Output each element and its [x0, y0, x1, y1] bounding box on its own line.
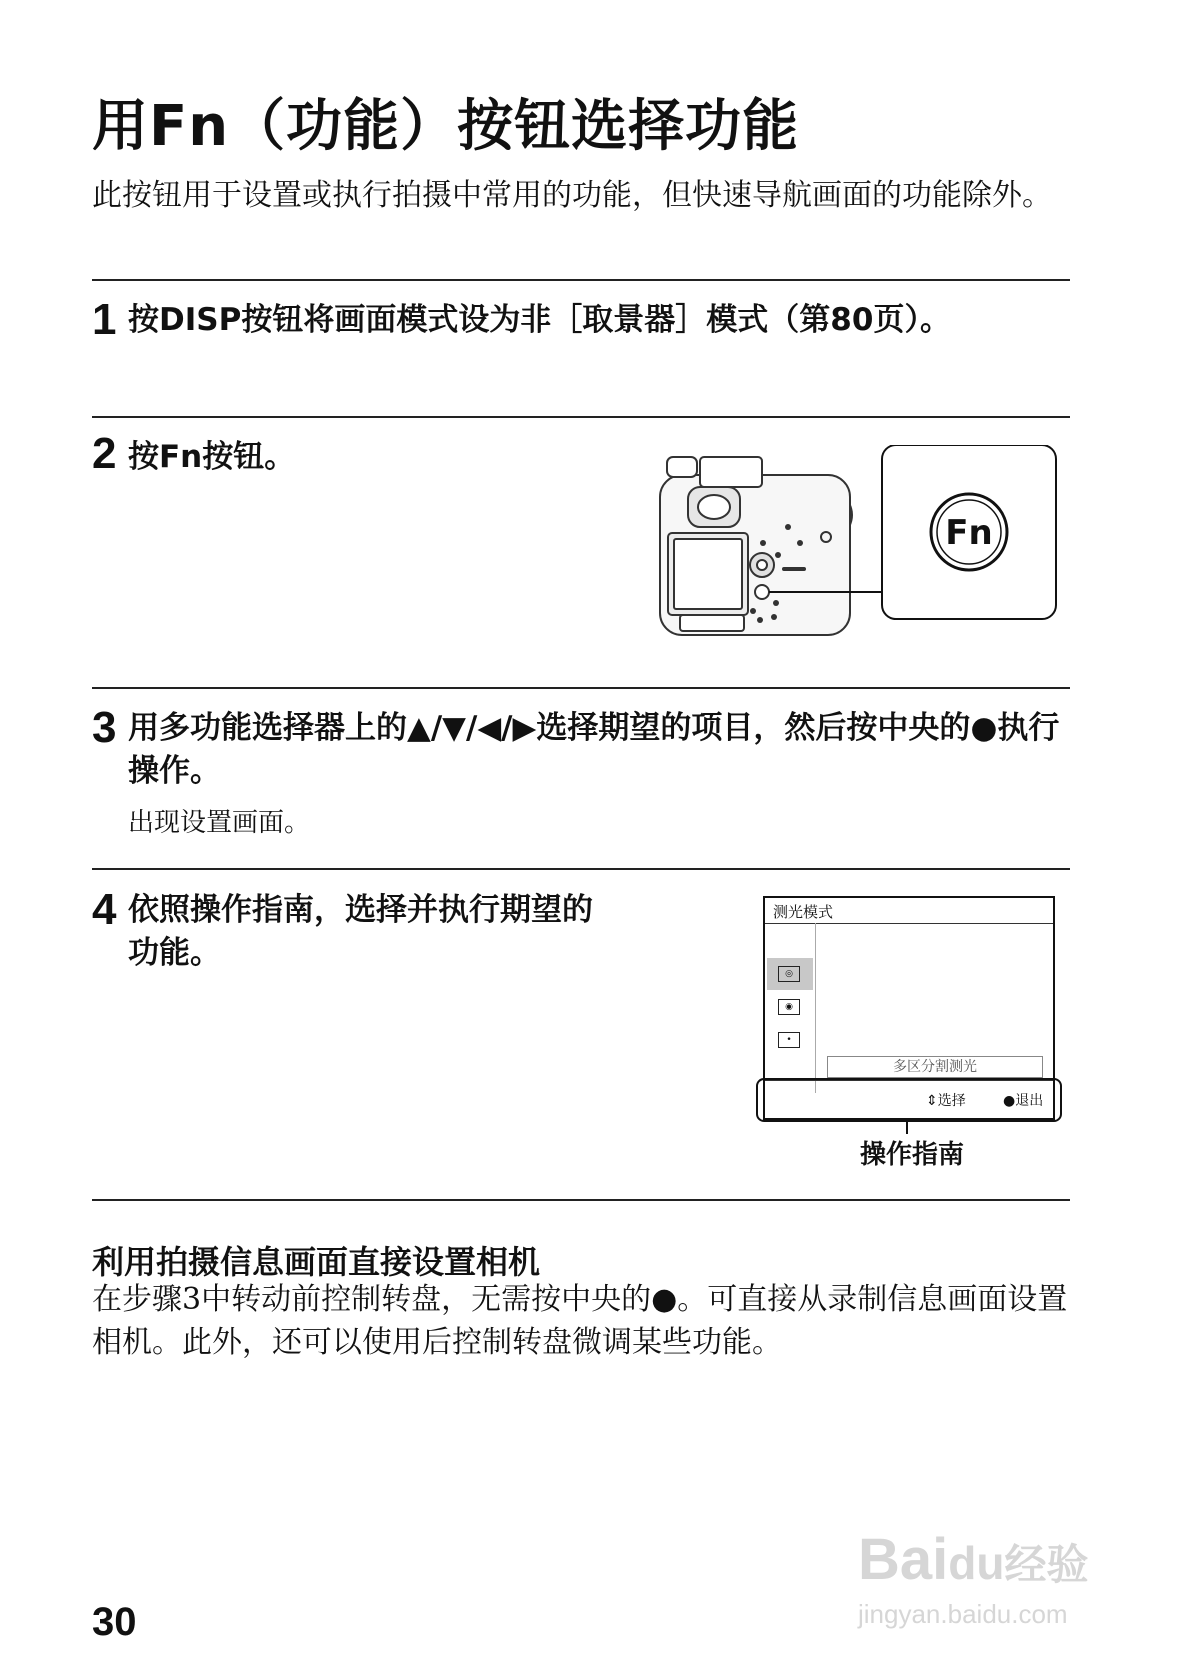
multi-segment-metering-icon: ◎: [778, 966, 800, 982]
divider: [92, 868, 1070, 870]
tip-body: 在步骤3中转动前控制转盘，无需按中央的●。可直接从录制信息画面设置相机。此外，还可以使用后控制转盘微调某些功能。: [92, 1282, 1068, 1360]
page-title: 用Fn（功能）按钮选择功能: [92, 94, 800, 159]
step-number: 4: [92, 885, 117, 934]
baidu-watermark: Baidu经验 jingyan.baidu.com: [858, 1527, 1089, 1629]
step-text: 用多功能选择器上的▲/▼/◀/▶选择期望的项目，然后按中央的●执行操作。: [128, 710, 1060, 789]
step-number: 1: [92, 295, 117, 344]
center-weighted-metering-icon: ◉: [778, 999, 800, 1015]
step-subtext: 出现设置画面。: [128, 808, 311, 838]
callout-line: [906, 1120, 908, 1134]
camera-illustration: [650, 445, 1070, 645]
intro-text: 此按钮用于设置或执行拍摄中常用的功能，但快速导航画面的功能除外。: [92, 178, 1052, 213]
screen-header: 测光模式: [773, 903, 834, 921]
page-number: 30: [92, 1600, 137, 1644]
tip-title: 利用拍摄信息画面直接设置相机: [92, 1243, 541, 1281]
step-number: 2: [92, 429, 117, 478]
fn-button-label: Fn: [945, 513, 993, 553]
operation-guide-highlight: [756, 1078, 1062, 1122]
divider: [92, 1199, 1070, 1201]
operation-guide-callout: 操作指南: [860, 1140, 965, 1170]
selected-label: 多区分割测光: [827, 1056, 1043, 1078]
step-text: 依照操作指南，选择并执行期望的功能。: [128, 892, 593, 971]
step-number: 3: [92, 703, 117, 752]
step-text: 按DISP按钮将画面模式设为非［取景器］模式（第80页）。: [128, 302, 951, 338]
divider: [92, 279, 1070, 281]
guide-select: ⇕选择: [926, 1093, 966, 1109]
guide-exit: ●退出: [1003, 1093, 1044, 1109]
divider: [92, 416, 1070, 418]
step-text: 按Fn按钮。: [128, 439, 296, 475]
spot-metering-icon: •: [778, 1032, 800, 1048]
divider: [92, 687, 1070, 689]
